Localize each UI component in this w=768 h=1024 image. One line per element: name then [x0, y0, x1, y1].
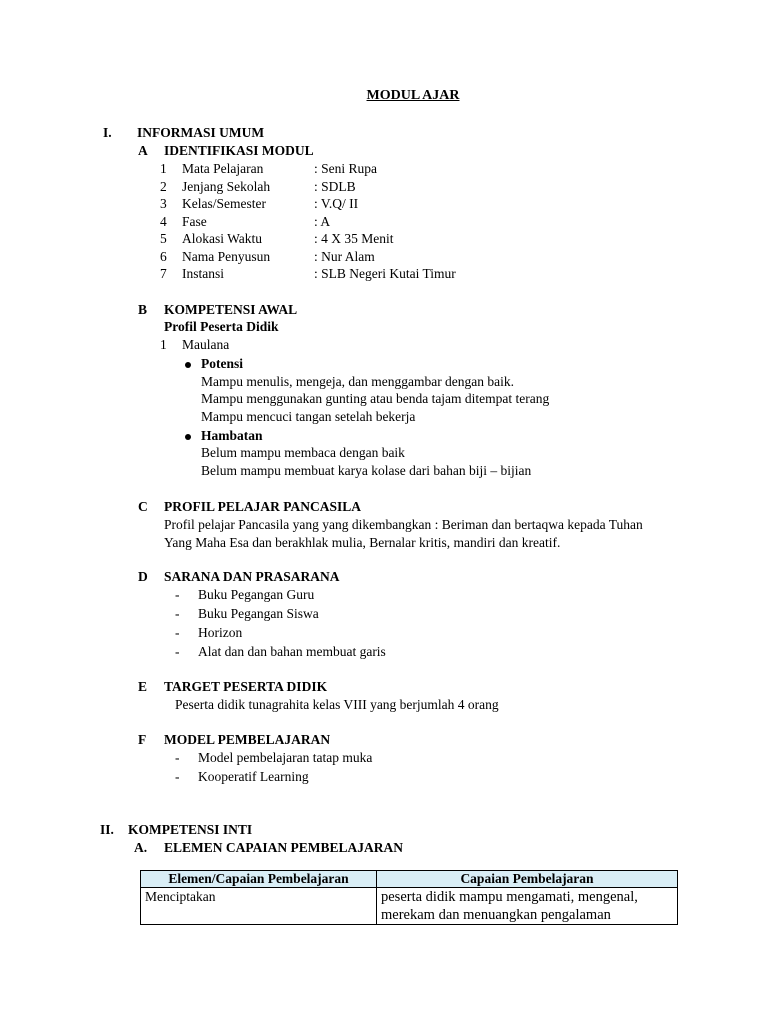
- dash-marker: -: [175, 769, 180, 784]
- dash-marker: -: [175, 750, 180, 765]
- table-cell: [141, 888, 377, 925]
- subsection-heading: SARANA DAN PRASARANA: [164, 569, 340, 584]
- subsection-heading: PROFIL PELAJAR PANCASILA: [164, 499, 362, 514]
- capaian-text: merekam dan menuangkan pengalaman: [381, 907, 611, 923]
- student-name: Maulana: [182, 337, 230, 352]
- bullet-icon: [185, 362, 191, 368]
- list-item: Kooperatif Learning: [198, 769, 309, 784]
- column-header: Elemen/Capaian Pembelajaran: [141, 871, 377, 888]
- item-value: : SDLB: [314, 179, 356, 194]
- item-value: : A: [314, 214, 331, 229]
- dash-marker: -: [175, 587, 180, 602]
- section-number: I.: [103, 125, 112, 140]
- section-heading: INFORMASI UMUM: [137, 125, 265, 140]
- list-item: Horizon: [198, 625, 243, 640]
- subsection-letter: E: [138, 679, 148, 694]
- item-value: : Seni Rupa: [314, 161, 377, 176]
- list-item: Buku Pegangan Guru: [198, 587, 315, 602]
- dash-marker: -: [175, 606, 180, 621]
- subheading: Profil Peserta Didik: [164, 319, 279, 334]
- item-number: 3: [160, 196, 167, 211]
- bullet-icon: [185, 434, 191, 440]
- potensi-label: Potensi: [201, 356, 243, 371]
- item-number: 5: [160, 231, 167, 246]
- item-value: : 4 X 35 Menit: [314, 231, 394, 246]
- potensi-item: Mampu mencuci tangan setelah bekerja: [201, 409, 416, 424]
- paragraph-line: Profil pelajar Pancasila yang yang dikembangkan : Beriman dan bertaqwa kepada Tuhan: [164, 517, 643, 532]
- subsection-letter: A: [138, 143, 148, 158]
- elemen-text: Menciptakan: [145, 889, 216, 904]
- student-number: 1: [160, 337, 167, 352]
- dash-marker: -: [175, 625, 180, 640]
- subsection-heading: ELEMEN CAPAIAN PEMBELAJARAN: [164, 840, 404, 855]
- item-number: 7: [160, 266, 167, 281]
- page-title: MODUL AJAR: [366, 88, 460, 103]
- potensi-item: Mampu menggunakan gunting atau benda tajam ditempat terang: [201, 391, 550, 406]
- list-item: Buku Pegangan Siswa: [198, 606, 319, 621]
- potensi-item: Mampu menulis, mengeja, dan menggambar dengan baik.: [201, 374, 515, 389]
- item-number: 2: [160, 179, 167, 194]
- list-item: Model pembelajaran tatap muka: [198, 750, 373, 765]
- hambatan-label: Hambatan: [201, 428, 263, 443]
- column-header: Capaian Pembelajaran: [377, 871, 678, 888]
- item-label: Kelas/Semester: [182, 196, 266, 211]
- table-row: [141, 888, 678, 925]
- item-label: Fase: [182, 214, 207, 229]
- list-item: Alat dan dan bahan membuat garis: [198, 644, 386, 659]
- item-value: : SLB Negeri Kutai Timur: [314, 266, 456, 281]
- capaian-table: [140, 870, 678, 925]
- section-number: II.: [100, 822, 114, 837]
- subsection-heading: IDENTIFIKASI MODUL: [164, 143, 314, 158]
- item-label: Instansi: [182, 266, 224, 281]
- table-cell: [377, 888, 678, 925]
- paragraph-line: Peserta didik tunagrahita kelas VIII yang berjumlah 4 orang: [175, 697, 499, 712]
- table-header-row: [141, 871, 678, 888]
- subsection-letter: D: [138, 569, 148, 584]
- item-label: Jenjang Sekolah: [182, 179, 271, 194]
- item-value: : V.Q/ II: [314, 196, 359, 211]
- item-label: Nama Penyusun: [182, 249, 271, 264]
- subsection-heading: KOMPETENSI AWAL: [164, 302, 298, 317]
- subsection-letter: B: [138, 302, 148, 317]
- hambatan-item: Belum mampu membuat karya kolase dari bahan biji – bijian: [201, 463, 532, 478]
- paragraph-line: Yang Maha Esa dan berakhlak mulia, Bernalar kritis, mandiri dan kreatif.: [164, 535, 561, 550]
- capaian-text: peserta didik mampu mengamati, mengenal,: [381, 889, 638, 905]
- item-number: 1: [160, 161, 167, 176]
- item-label: Mata Pelajaran: [182, 161, 264, 176]
- subsection-heading: TARGET PESERTA DIDIK: [164, 679, 328, 694]
- section-heading: KOMPETENSI INTI: [128, 822, 253, 837]
- subsection-heading: MODEL PEMBELAJARAN: [164, 732, 331, 747]
- item-value: : Nur Alam: [314, 249, 375, 264]
- subsection-letter: A.: [134, 840, 148, 855]
- item-number: 4: [160, 214, 167, 229]
- hambatan-item: Belum mampu membaca dengan baik: [201, 445, 405, 460]
- subsection-letter: C: [138, 499, 148, 514]
- item-label: Alokasi Waktu: [182, 231, 263, 246]
- item-number: 6: [160, 249, 167, 264]
- subsection-letter: F: [138, 732, 147, 747]
- dash-marker: -: [175, 644, 180, 659]
